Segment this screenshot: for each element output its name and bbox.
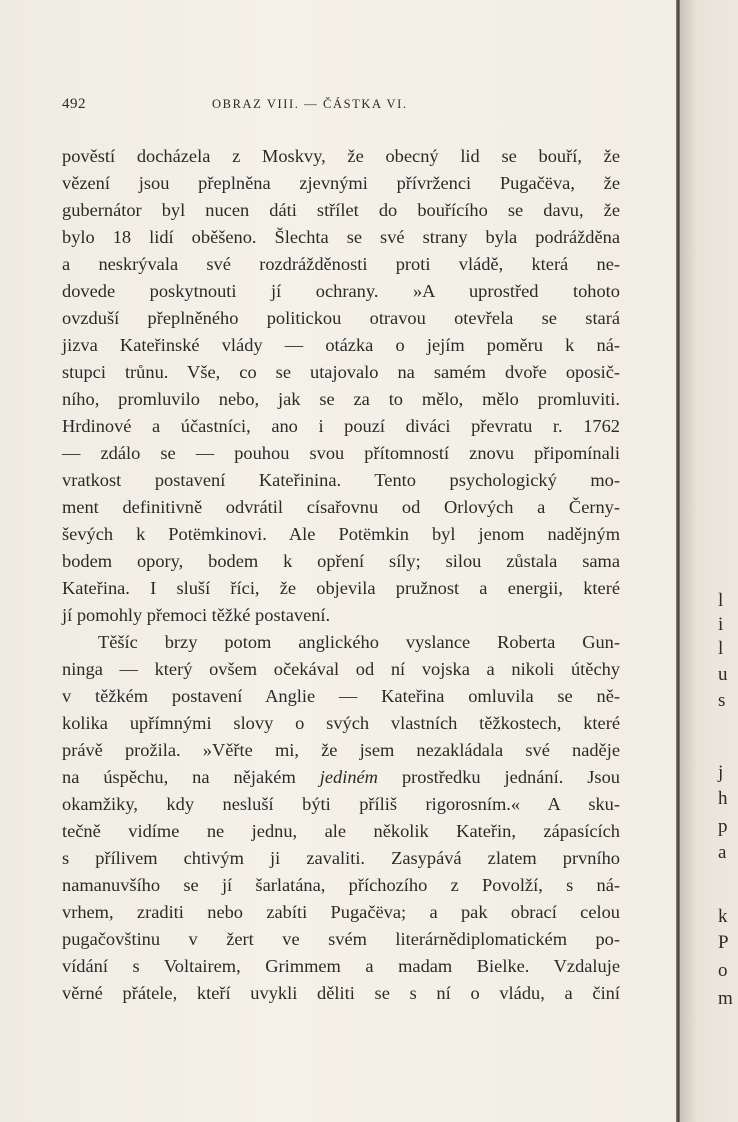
text-line: pugačovštinu v žert ve svém literárnědiplomatickém po- [62, 929, 620, 949]
text-line: bodem opory, bodem k opření síly; silou zůstala sama [62, 551, 620, 571]
text-line: — zdálo se — pouhou svou přítomností znovu připomínali [62, 443, 620, 463]
next-page-fragment: p [718, 816, 728, 837]
text-line: Hrdinové a účastníci, ano i pouzí diváci převratu r. 1762 [62, 416, 620, 436]
text-line: ovzduší přeplněného politickou otravou otevřela se stará [62, 308, 620, 328]
next-page-fragment: a [718, 842, 727, 863]
body-text [62, 143, 620, 1007]
next-page-fragment: i [718, 614, 724, 635]
text-segment: prostředku jednání. Jsou [401, 767, 620, 787]
text-line: ševých k Potëmkinovi. Ale Potëmkin byl jenom nadějným [62, 524, 620, 544]
text-line: namanuvšího se jí šarlatána, příchozího z Povolží, s ná- [62, 875, 620, 895]
text-line: ment definitivně odvrátil císařovnu od Orlových a Černy- [62, 497, 620, 517]
next-page-fragment: o [718, 960, 728, 981]
text-line: vídání s Voltairem, Grimmem a madam Bielke. Vzdaluje [62, 956, 620, 976]
text-line-with-emphasis [62, 764, 620, 791]
text-line: dovede poskytnouti jí ochrany. »A uprostřed tohoto [62, 281, 620, 301]
text-line: s přílivem chtivým ji zavaliti. Zasypává zlatem prvního [62, 848, 620, 868]
next-page-fragment: P [718, 932, 729, 953]
text-line: ninga — který ovšem očekával od ní vojska a nikoli útěchy [62, 659, 620, 679]
next-page-fragment: k [718, 906, 728, 927]
text-line: vězení jsou přeplněna zjevnými přívrženci Pugačëva, že [62, 173, 620, 193]
text-line: ního, promluvilo nebo, jak se za to mělo, mělo promluviti. [62, 389, 620, 409]
text-line: okamžiky, kdy nesluší býti příliš rigorosním.« A sku- [62, 794, 620, 814]
text-line: tečně vidíme ne jednu, ale několik Kateřin, zápasících [62, 821, 620, 841]
text-line: kolika upřímnými slovy o svých vlastních těžkostech, které [62, 713, 620, 733]
next-page-fragment: u [718, 664, 728, 685]
next-page-fragment: l [718, 638, 724, 659]
next-page-fragment: j [718, 762, 724, 783]
text-line: bylo 18 lidí oběšeno. Šlechta se své strany byla podrážděna [62, 227, 620, 247]
running-head: OBRAZ VIII. — ČÁSTKA VI. [212, 97, 408, 111]
next-page-fragment: m [718, 988, 733, 1009]
text-line: stupci trůnu. Vše, co se utajovalo na samém dvoře oposič- [62, 362, 620, 382]
text-line: věrné přátele, kteří uvykli děliti se s ní o vládu, a činí [62, 983, 620, 1003]
page-number: 492 [62, 96, 86, 112]
text-line: vrhem, zraditi nebo zabíti Pugačëva; a pak obrací celou [62, 902, 620, 922]
text-line: Těšíc brzy potom anglického vyslance Roberta Gun- [98, 632, 620, 652]
text-segment: na úspěchu, na nějakém [62, 767, 296, 787]
text-line: gubernátor byl nucen dáti střílet do bouřícího se davu, že [62, 200, 620, 220]
text-line: pověstí docházela z Moskvy, že obecný lid se bouří, že [62, 146, 620, 166]
text-line: v těžkém postavení Anglie — Kateřina omluvila se ně- [62, 686, 620, 706]
text-line: jí pomohly přemoci těžké postavení. [62, 605, 331, 625]
text-line: a neskrývala své rozdrážděnosti proti vládě, která ne- [62, 254, 620, 274]
next-page-fragment: h [718, 788, 728, 809]
text-line: Kateřina. I sluší říci, že objevila pružnost a energii, které [62, 578, 620, 598]
page-header [62, 96, 620, 116]
next-page-fragment: l [718, 590, 724, 611]
adjacent-page-edge [680, 0, 738, 1122]
text-line: právě prožila. »Věřte mi, že jsem nezakládala své naděje [62, 740, 620, 760]
text-line: vratkost postavení Kateřinina. Tento psychologický mo- [62, 470, 620, 490]
text-line: jizva Kateřinské vlády — otázka o jejím poměru k ná- [62, 335, 620, 355]
emphasis-word: jediném [319, 767, 378, 787]
next-page-fragment: s [718, 690, 726, 711]
